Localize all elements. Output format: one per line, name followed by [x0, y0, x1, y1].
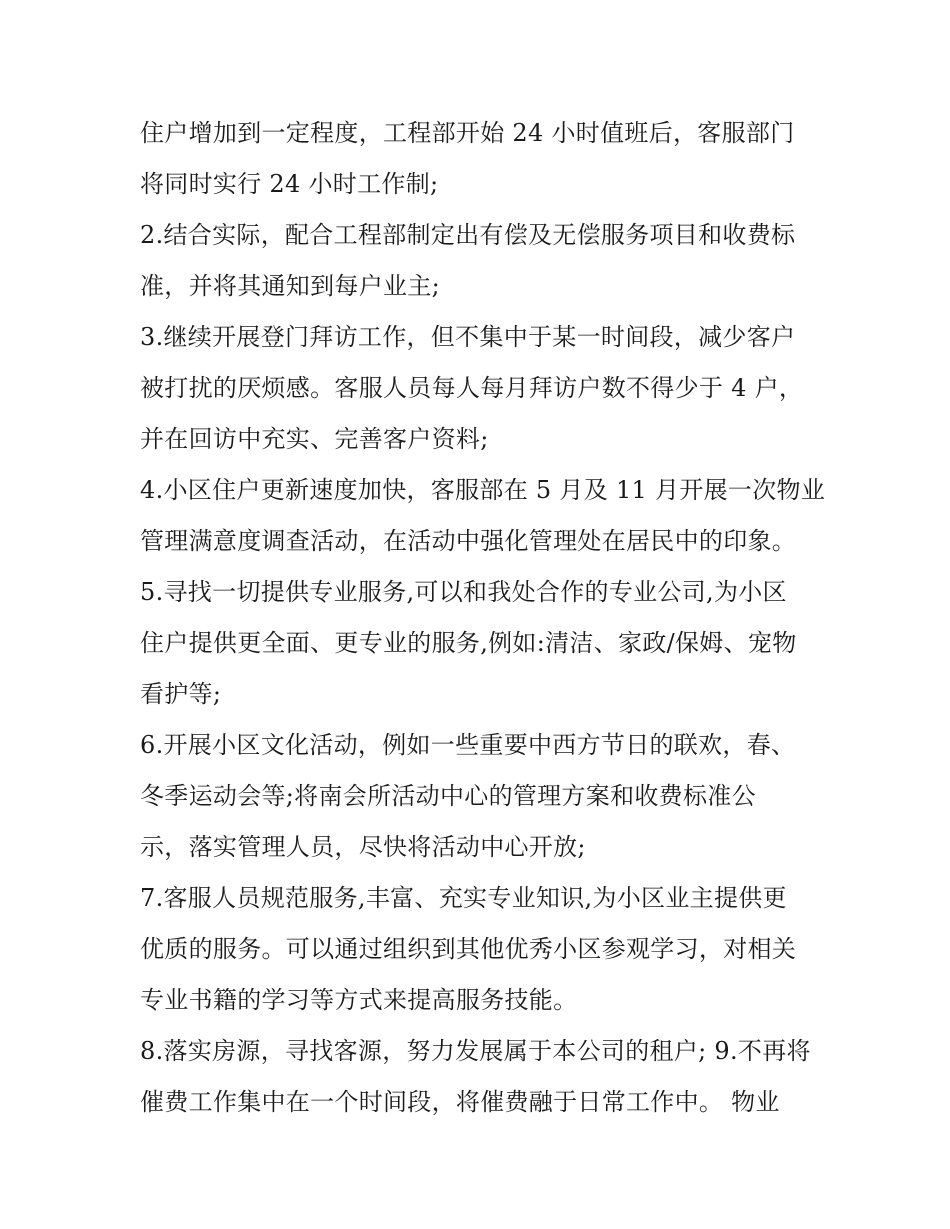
text-line: 管理满意度调查活动，在活动中强化管理处在居民中的印象。 — [140, 527, 797, 555]
text-line: 示，落实管理人员，尽快将活动中心开放; — [140, 833, 586, 861]
text-line: 2.结合实际，配合工程部制定出有偿及无偿服务项目和收费标 — [140, 221, 796, 249]
text-line: 5.寻找一切提供专业服务,可以和我处合作的专业公司,为小区 — [140, 578, 787, 606]
text-line: 7.客服人员规范服务,丰富、充实专业知识,为小区业主提供更 — [140, 884, 787, 912]
text-line: 4.小区住户更新速度加快，客服部在 5 月及 11 月开展一次物业 — [140, 476, 826, 504]
text-line: 专业书籍的学习等方式来提高服务技能。 — [140, 986, 578, 1014]
text-line: 优质的服务。可以通过组织到其他优秀小区参观学习，对相关 — [140, 935, 797, 963]
text-line: 住户增加到一定程度，工程部开始 24 小时值班后，客服部门 — [140, 119, 795, 147]
text-line: 并在回访中充实、完善客户资料; — [140, 425, 489, 453]
text-line: 催费工作集中在一个时间段，将催费融于日常工作中。 物业 — [140, 1088, 780, 1116]
text-line: 3.继续开展登门拜访工作，但不集中于某一时间段，减少客户 — [140, 323, 796, 351]
text-line: 看护等; — [140, 680, 222, 708]
body-text — [140, 108, 830, 1128]
text-line: 准，并将其通知到每户业主; — [140, 272, 440, 300]
text-line: 将同时实行 24 小时工作制; — [140, 170, 439, 198]
text-line: 住户提供更全面、更专业的服务,例如:清洁、家政/保姆、宠物 — [140, 629, 797, 657]
text-line: 6.开展小区文化活动，例如一些重要中西方节日的联欢，春、 — [140, 731, 796, 759]
text-line: 8.落实房源，寻找客源，努力发展属于本公司的租户; 9.不再将 — [140, 1037, 811, 1065]
text-line: 被打扰的厌烦感。客服人员每人每月拜访户数不得少于 4 户， — [140, 374, 804, 402]
text-line: 冬季运动会等;将南会所活动中心的管理方案和收费标准公 — [140, 782, 756, 810]
